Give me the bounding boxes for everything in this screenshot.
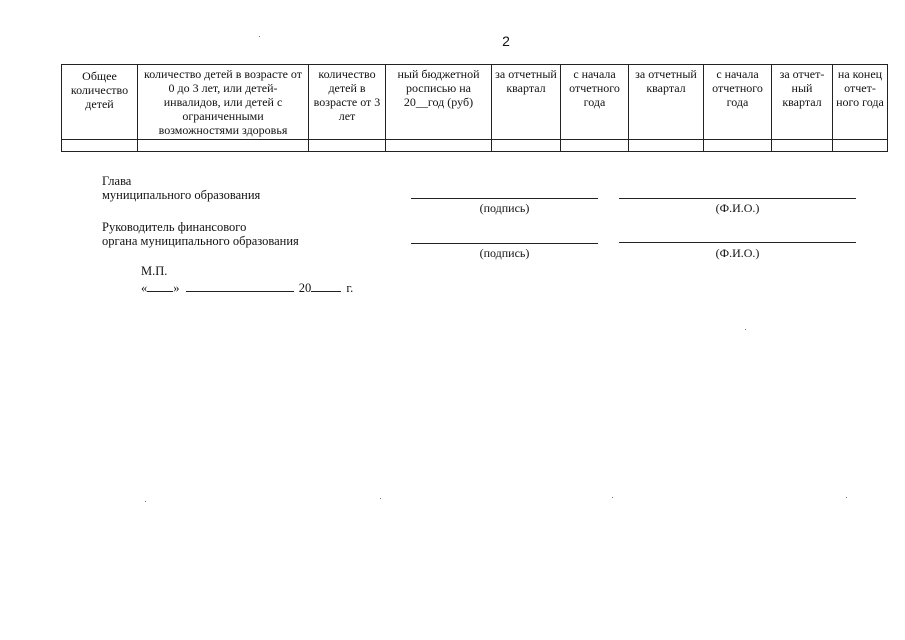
date-month-blank <box>186 280 294 292</box>
date-year-blank <box>311 280 341 292</box>
table-row <box>62 140 888 152</box>
head-label-line1: Глава <box>102 174 132 188</box>
table-cell <box>629 140 704 152</box>
table-cell <box>386 140 492 152</box>
head-label <box>102 174 260 202</box>
table-cell <box>561 140 629 152</box>
finance-signature-line <box>411 243 598 244</box>
finance-label-line2: органа муниципального образования <box>102 234 299 248</box>
scan-speck <box>745 329 746 330</box>
header-year-start-1: с начала отчетного года <box>561 65 629 140</box>
date-line <box>141 280 353 296</box>
stamp-block <box>141 264 353 296</box>
finance-label-line1: Руководитель финансового <box>102 220 247 234</box>
finance-label <box>102 220 299 248</box>
header-year-start-2: с начала отчетного года <box>704 65 772 140</box>
table-header-row <box>62 65 888 140</box>
date-quote-open: « <box>141 281 148 295</box>
table-cell <box>704 140 772 152</box>
table-cell <box>138 140 309 152</box>
page-number: 2 <box>502 33 510 49</box>
finance-sign-caption: (подпись) <box>479 246 530 260</box>
header-quarter-3: за отчет-ный квартал <box>772 65 833 140</box>
scan-speck <box>259 36 260 37</box>
header-quarter-1: за отчетный квартал <box>492 65 561 140</box>
table-cell <box>62 140 138 152</box>
head-label-line2: муниципального образования <box>102 188 261 202</box>
scan-speck <box>380 498 381 499</box>
table-cell <box>833 140 888 152</box>
table-cell <box>772 140 833 152</box>
date-year-prefix: 20 <box>298 281 312 295</box>
finance-name-line <box>619 242 856 243</box>
header-children-0-3: количество детей в возрасте от 0 до 3 лет, или детей-инвалидов, или детей с ограниченными возможностями здоровья <box>138 65 309 140</box>
table-cell <box>309 140 386 152</box>
table-cell <box>492 140 561 152</box>
scan-speck <box>612 497 613 498</box>
head-name-caption: (Ф.И.О.) <box>715 201 760 215</box>
header-quarter-2: за отчетный квартал <box>629 65 704 140</box>
head-signature-line <box>411 198 598 199</box>
stamp-mp: М.П. <box>141 264 168 278</box>
header-year-end: на конец отчет-ного года <box>833 65 888 140</box>
report-table <box>61 64 888 152</box>
head-name-line <box>619 198 856 199</box>
date-quote-close: » <box>173 281 180 295</box>
date-year-suffix: г. <box>346 281 354 295</box>
header-budget: ный бюджетной росписью на 20__год (руб) <box>386 65 492 140</box>
head-sign-caption: (подпись) <box>479 201 530 215</box>
header-children-from-3: количество детей в возрасте от 3 лет <box>309 65 386 140</box>
date-day-blank <box>147 280 173 292</box>
header-total-children: Общее количество детей <box>62 65 138 140</box>
scan-speck <box>846 497 847 498</box>
finance-name-caption: (Ф.И.О.) <box>715 246 760 260</box>
scan-speck <box>145 501 146 502</box>
